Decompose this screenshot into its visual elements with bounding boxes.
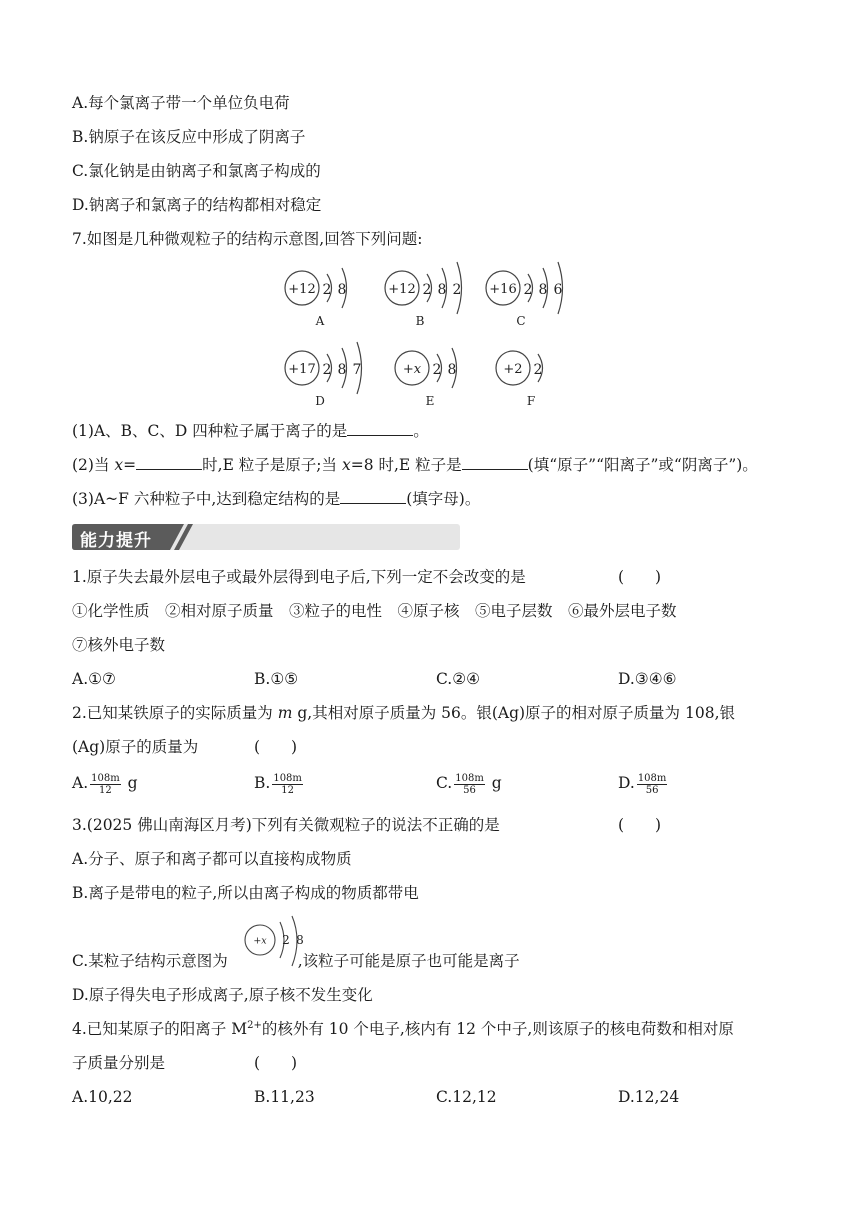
p2-option-b[interactable]: B. $\frac{108m}{12}$	[254, 772, 302, 796]
p4-option-a[interactable]: A.10,22	[72, 1088, 133, 1106]
p2-option-c[interactable]: C. $\frac{108m}{56}$ g	[436, 772, 502, 796]
nucleus-label: +17	[288, 362, 316, 377]
p1-option-b[interactable]: B.①⑤	[254, 670, 299, 688]
particle-f	[496, 351, 543, 408]
p1-items2: ⑦核外电子数	[72, 636, 166, 654]
p3-option-c: C.某粒子结构示意图为 ,该粒子可能是原子也可能是离子	[72, 952, 520, 970]
shell-electron-count: 8	[538, 282, 548, 298]
shell-electron-count: 8	[337, 362, 347, 378]
shell-electron-count: 2	[422, 282, 432, 298]
particle-label: B	[415, 314, 425, 328]
answer-blank[interactable]	[347, 421, 413, 436]
nucleus-label: +16	[489, 282, 517, 297]
p4-option-d[interactable]: D.12,24	[618, 1088, 680, 1106]
p3-stem: 3.(2025 佛山南海区月考)下列有关微观粒子的说法不正确的是 ( )	[72, 816, 662, 834]
shell-electron-count: 2	[432, 362, 442, 378]
q7-sub2: (2)当 x= 时,E 粒子是原子;当 x=8 时,E 粒子是 (填“原子”“阳离子”或“阴离子”)。	[72, 456, 758, 474]
q6-option-d: D.钠离子和氯离子的结构都相对稳定	[72, 196, 322, 214]
shell-electron-count: 8	[447, 362, 457, 378]
particle-c	[486, 262, 563, 328]
answer-blank[interactable]	[462, 455, 528, 470]
shell-electron-count: 8	[437, 282, 447, 298]
inline-structure-diagram	[242, 912, 312, 972]
p2-option-a[interactable]: A. $\frac{108m}{12}$ g	[72, 772, 138, 796]
p2-option-d[interactable]: D. $\frac{108m}{56}$	[618, 772, 667, 796]
shell-electron-count: 8	[337, 282, 347, 298]
shell-electron-count: 2	[452, 282, 462, 298]
particle-label: D	[315, 394, 325, 408]
q7-sub1: (1)A、B、C、D 四种粒子属于离子的是 。	[72, 422, 429, 440]
nucleus-label: +2	[503, 362, 523, 377]
p3-option-a: A.分子、原子和离子都可以直接构成物质	[72, 850, 352, 868]
p2-stem2: (Ag)原子的质量为 ( )	[72, 738, 298, 756]
particle-e	[395, 348, 457, 408]
p4-stem2: 子质量分别是 ( )	[72, 1054, 298, 1072]
particle-d	[285, 342, 362, 408]
p3-option-d: D.原子得失电子形成离子,原子核不发生变化	[72, 986, 373, 1004]
p4-option-b[interactable]: B.11,23	[254, 1088, 315, 1106]
p4-stem: 4.已知某原子的阳离子 $M^{2+}$的核外有 10 个电子,核内有 12 个中子,则该原子的核电荷数和相对原	[72, 1019, 734, 1038]
shell-electron-count: 2	[533, 362, 543, 378]
answer-blank[interactable]	[340, 489, 406, 504]
answer-blank[interactable]	[136, 455, 202, 470]
q6-option-b: B.钠原子在该反应中形成了阴离子	[72, 128, 306, 146]
q6-option-c: C.氯化钠是由钠离子和氯离子构成的	[72, 162, 321, 180]
nucleus-label: +12	[288, 282, 316, 297]
particle-label: F	[526, 394, 536, 408]
inline-shell-1: 2	[282, 933, 290, 947]
p3-option-b: B.离子是带电的粒子,所以由离子构成的物质都带电	[72, 884, 419, 902]
shell-electron-count: 2	[322, 362, 332, 378]
inline-shell-2: 8	[296, 933, 304, 947]
particle-label: E	[425, 394, 435, 408]
shell-electron-count: 2	[523, 282, 533, 298]
p1-option-d[interactable]: D.③④⑥	[618, 670, 677, 688]
q7-sub3: (3)A~F 六种粒子中,达到稳定结构的是 (填字母)。	[72, 490, 481, 508]
nucleus-label: +12	[388, 282, 416, 297]
particle-b	[385, 262, 462, 328]
particle-a	[285, 268, 347, 328]
section-title: 能力提升	[80, 531, 152, 551]
p2-stem: 2.已知某铁原子的实际质量为 m g,其相对原子质量为 56。银(Ag)原子的相对原子质量为 108,银	[72, 704, 735, 722]
p4-option-c[interactable]: C.12,12	[436, 1088, 497, 1106]
shell-electron-count: 2	[322, 282, 332, 298]
shell-electron-count: 7	[352, 362, 362, 378]
q6-option-a: A.每个氯离子带一个单位负电荷	[72, 94, 290, 112]
shell-electron-count: 6	[553, 282, 563, 298]
atomic-structure-diagram	[260, 256, 620, 416]
section-banner	[72, 524, 460, 550]
nucleus-label: +x	[402, 362, 422, 377]
p1-items: ①化学性质 ②相对原子质量 ③粒子的电性 ④原子核 ⑤电子层数 ⑥最外层电子数	[72, 602, 677, 620]
particle-label: C	[516, 314, 526, 328]
particle-label: A	[315, 314, 325, 328]
q7-stem: 7.如图是几种微观粒子的结构示意图,回答下列问题:	[72, 230, 423, 248]
p1-option-a[interactable]: A.①⑦	[72, 670, 116, 688]
p1-stem: 1.原子失去最外层电子或最外层得到电子后,下列一定不会改变的是 ( )	[72, 568, 662, 586]
p1-option-c[interactable]: C.②④	[436, 670, 481, 688]
inline-nucleus-label: +x	[253, 935, 267, 947]
